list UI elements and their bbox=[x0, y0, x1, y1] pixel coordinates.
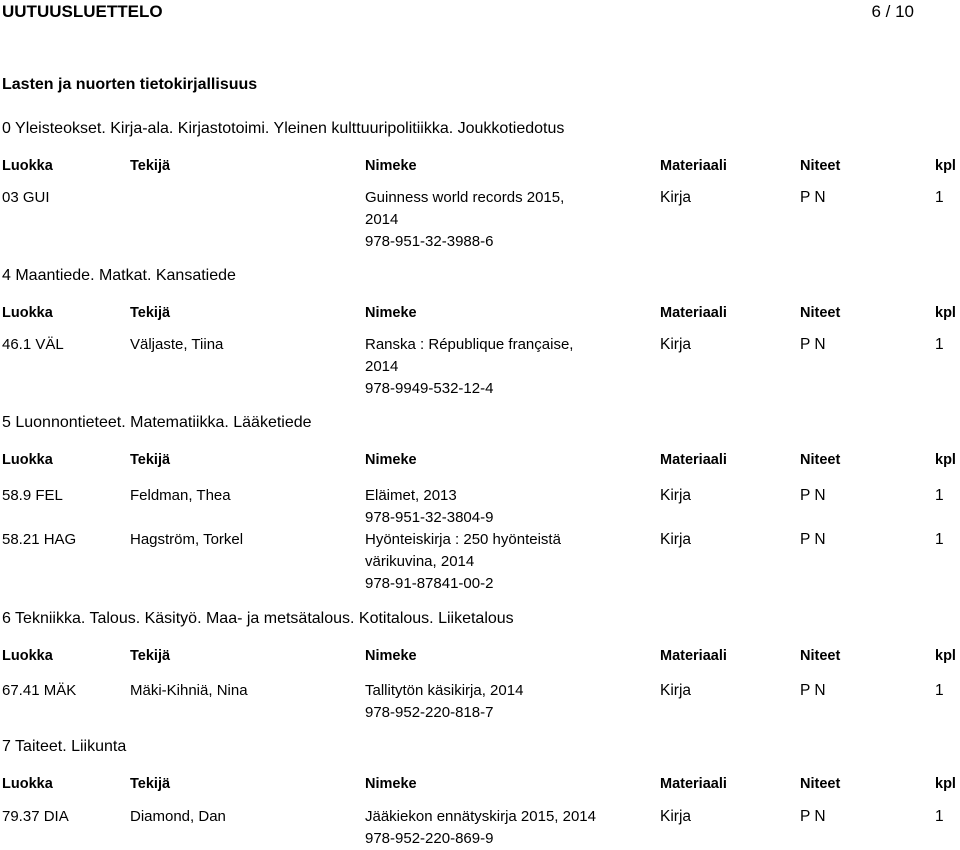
col-kpl: kpl bbox=[935, 158, 956, 174]
cell-kpl: 1 bbox=[935, 336, 944, 353]
col-luokka: Luokka bbox=[2, 452, 53, 468]
nimeke-line: Eläimet, 2013 bbox=[365, 487, 457, 504]
col-niteet: Niteet bbox=[800, 648, 841, 664]
cell-luokka: 03 GUI bbox=[2, 189, 50, 206]
column-header-row bbox=[0, 452, 960, 472]
section-title: 0 Yleisteokset. Kirja-ala. Kirjastotoimi. Yleinen kulttuuripolitiikka. Joukkotiedotus bbox=[2, 120, 565, 137]
cell-materiaali: Kirja bbox=[660, 808, 692, 825]
col-materiaali: Materiaali bbox=[660, 648, 727, 664]
col-luokka: Luokka bbox=[2, 305, 53, 321]
cell-niteet: P N bbox=[800, 189, 826, 206]
page-header-title: UUTUUSLUETTELO bbox=[2, 2, 163, 21]
nimeke-line: 2014 bbox=[365, 211, 399, 228]
col-nimeke: Nimeke bbox=[365, 776, 417, 792]
nimeke-line: Guinness world records 2015, bbox=[365, 189, 565, 206]
page-number: 6 / 10 bbox=[871, 2, 914, 21]
nimeke-line: 978-9949-532-12-4 bbox=[365, 380, 494, 397]
cell-luokka: 58.9 FEL bbox=[2, 487, 63, 504]
col-tekija: Tekijä bbox=[130, 452, 171, 468]
cell-materiaali: Kirja bbox=[660, 189, 692, 206]
col-nimeke: Nimeke bbox=[365, 305, 417, 321]
nimeke-line: 978-91-87841-00-2 bbox=[365, 575, 494, 592]
cell-tekija: Diamond, Dan bbox=[130, 808, 226, 825]
cell-materiaali: Kirja bbox=[660, 336, 692, 353]
nimeke-line: Ranska : République française, bbox=[365, 336, 574, 353]
column-header-row bbox=[0, 776, 960, 796]
col-niteet: Niteet bbox=[800, 776, 841, 792]
cell-materiaali: Kirja bbox=[660, 682, 692, 699]
cell-niteet: P N bbox=[800, 487, 826, 504]
cell-tekija: Feldman, Thea bbox=[130, 487, 231, 504]
column-header-row bbox=[0, 158, 960, 178]
col-nimeke: Nimeke bbox=[365, 158, 417, 174]
cell-nimeke bbox=[365, 529, 635, 595]
section-title: 4 Maantiede. Matkat. Kansatiede bbox=[2, 267, 236, 284]
cell-luokka: 58.21 HAG bbox=[2, 531, 77, 548]
cell-nimeke bbox=[365, 187, 635, 253]
nimeke-line: Hyönteiskirja : 250 hyönteistä bbox=[365, 531, 561, 548]
col-luokka: Luokka bbox=[2, 648, 53, 664]
col-tekija: Tekijä bbox=[130, 648, 171, 664]
col-tekija: Tekijä bbox=[130, 158, 171, 174]
cell-kpl: 1 bbox=[935, 487, 944, 504]
col-luokka: Luokka bbox=[2, 158, 53, 174]
cell-luokka: 67.41 MÄK bbox=[2, 682, 77, 699]
cell-tekija: Väljaste, Tiina bbox=[130, 336, 224, 353]
cell-niteet: P N bbox=[800, 682, 826, 699]
nimeke-line: 2014 bbox=[365, 358, 399, 375]
cell-nimeke bbox=[365, 485, 635, 529]
col-luokka: Luokka bbox=[2, 776, 53, 792]
section-title: 5 Luonnontieteet. Matematiikka. Lääketiede bbox=[2, 414, 312, 431]
cell-nimeke bbox=[365, 680, 635, 724]
col-materiaali: Materiaali bbox=[660, 452, 727, 468]
nimeke-line: Tallitytön käsikirja, 2014 bbox=[365, 682, 524, 699]
col-kpl: kpl bbox=[935, 648, 956, 664]
cell-nimeke bbox=[365, 334, 635, 400]
section-title: 6 Tekniikka. Talous. Käsityö. Maa- ja metsätalous. Kotitalous. Liiketalous bbox=[2, 610, 514, 627]
cell-niteet: P N bbox=[800, 808, 826, 825]
cell-kpl: 1 bbox=[935, 531, 944, 548]
col-niteet: Niteet bbox=[800, 452, 841, 468]
cell-luokka: 46.1 VÄL bbox=[2, 336, 64, 353]
cell-nimeke bbox=[365, 806, 635, 850]
col-niteet: Niteet bbox=[800, 305, 841, 321]
col-nimeke: Nimeke bbox=[365, 452, 417, 468]
cell-niteet: P N bbox=[800, 336, 826, 353]
cell-tekija: Hagström, Torkel bbox=[130, 531, 244, 548]
cell-materiaali: Kirja bbox=[660, 487, 692, 504]
nimeke-line: 978-951-32-3804-9 bbox=[365, 509, 494, 526]
cell-materiaali: Kirja bbox=[660, 531, 692, 548]
col-niteet: Niteet bbox=[800, 158, 841, 174]
catalog-subtitle: Lasten ja nuorten tietokirjallisuus bbox=[2, 76, 258, 93]
nimeke-line: 978-951-32-3988-6 bbox=[365, 233, 494, 250]
section-title: 7 Taiteet. Liikunta bbox=[2, 738, 127, 755]
nimeke-line: värikuvina, 2014 bbox=[365, 553, 475, 570]
nimeke-line: 978-952-220-869-9 bbox=[365, 830, 494, 847]
col-tekija: Tekijä bbox=[130, 776, 171, 792]
column-header-row bbox=[0, 305, 960, 325]
col-materiaali: Materiaali bbox=[660, 305, 727, 321]
col-materiaali: Materiaali bbox=[660, 776, 727, 792]
nimeke-line: Jääkiekon ennätyskirja 2015, 2014 bbox=[365, 808, 596, 825]
col-kpl: kpl bbox=[935, 452, 956, 468]
col-nimeke: Nimeke bbox=[365, 648, 417, 664]
cell-luokka: 79.37 DIA bbox=[2, 808, 69, 825]
col-materiaali: Materiaali bbox=[660, 158, 727, 174]
col-tekija: Tekijä bbox=[130, 305, 171, 321]
cell-kpl: 1 bbox=[935, 189, 944, 206]
col-kpl: kpl bbox=[935, 305, 956, 321]
nimeke-line: 978-952-220-818-7 bbox=[365, 704, 494, 721]
cell-kpl: 1 bbox=[935, 808, 944, 825]
cell-niteet: P N bbox=[800, 531, 826, 548]
col-kpl: kpl bbox=[935, 776, 956, 792]
cell-kpl: 1 bbox=[935, 682, 944, 699]
column-header-row bbox=[0, 648, 960, 668]
cell-tekija: Mäki-Kihniä, Nina bbox=[130, 682, 248, 699]
